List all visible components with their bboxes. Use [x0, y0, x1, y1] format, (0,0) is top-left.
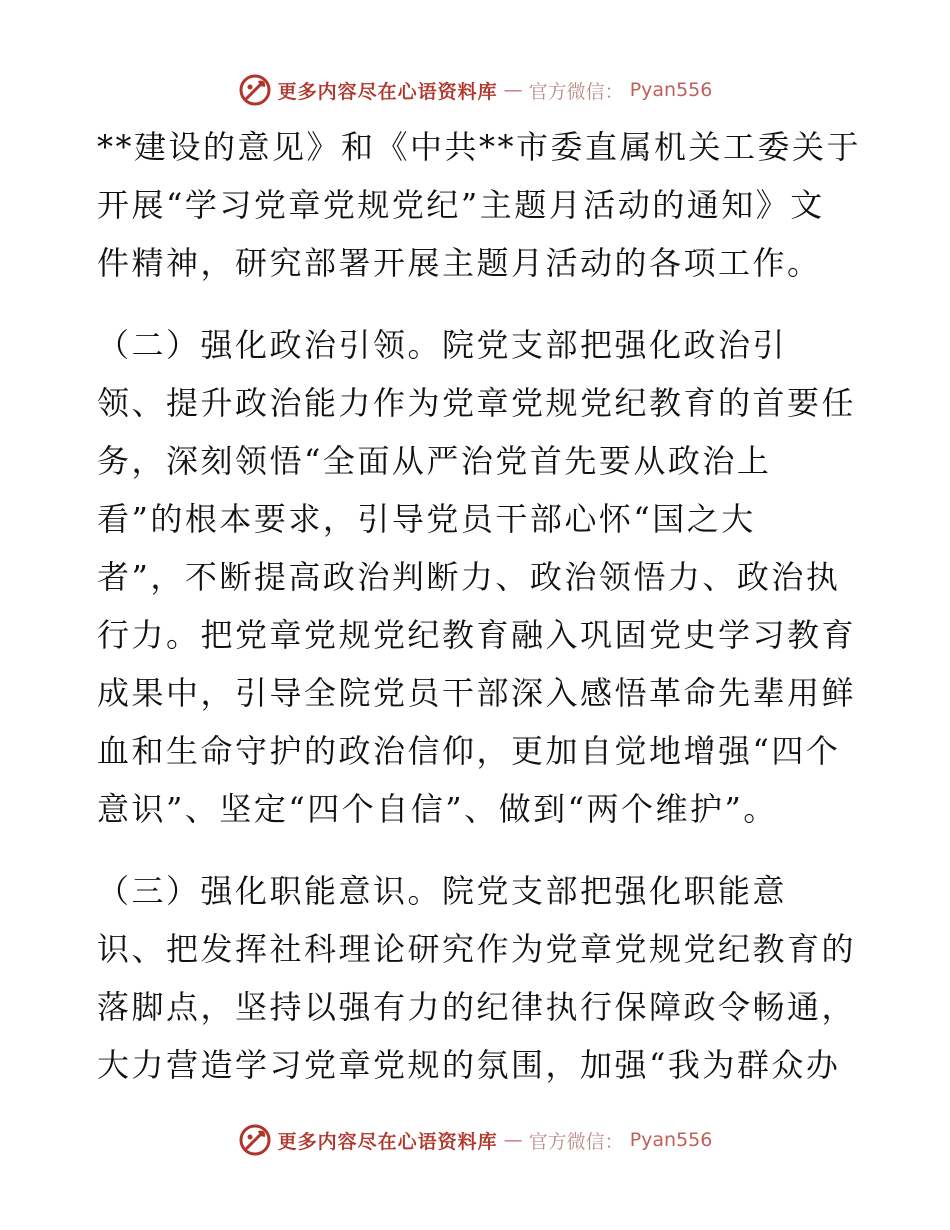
text-line: 落脚点，坚持以强有力的纪律执行保障政令畅通，	[97, 988, 857, 1026]
quill-logo-icon	[238, 1123, 272, 1157]
paragraph-2	[97, 316, 857, 838]
text-line: 意识”、坚定“四个自信”、做到“两个维护”。	[97, 790, 778, 828]
text-line: 务，深刻领悟“全面从严治党首先要从政治上	[97, 442, 772, 480]
watermark-label: 官方微信：	[528, 80, 624, 103]
watermark-brand: 更多内容尽在心语资料库	[277, 1130, 498, 1153]
watermark-separator: —	[503, 1129, 523, 1151]
watermark-brand: 更多内容尽在心语资料库	[277, 80, 498, 103]
watermark-label: 官方微信：	[528, 1130, 624, 1153]
watermark-header	[0, 70, 950, 110]
paragraph-3	[97, 862, 857, 1094]
text-line: 血和生命守护的政治信仰，更加自觉地增强“四个	[97, 732, 841, 770]
text-line: 件精神，研究部署开展主题月活动的各项工作。	[97, 244, 822, 282]
quill-logo-icon	[238, 73, 272, 107]
text-line: **建设的意见》和《中共**市委直属机关工委关于	[97, 128, 862, 166]
watermark-separator: —	[503, 79, 523, 101]
text-line: 者”，不断提高政治判断力、政治领悟力、政治执	[97, 558, 841, 596]
text-line: 开展“学习党章党规党纪”主题月活动的通知》文	[97, 186, 825, 224]
text-line: （三）强化职能意识。院党支部把强化职能意	[97, 872, 788, 910]
text-line: 大力营造学习党章党规的氛围，加强“我为群众办	[97, 1046, 841, 1084]
watermark-footer	[0, 1120, 950, 1160]
watermark-wechat-id: Pyan556	[629, 1129, 713, 1151]
watermark-wechat-id: Pyan556	[629, 79, 713, 101]
text-line: 看”的根本要求，引导党员干部心怀“国之大	[97, 500, 756, 538]
document-body	[97, 118, 862, 1094]
text-line: 成果中，引导全院党员干部深入感悟革命先辈用鲜	[97, 674, 857, 712]
text-line: （二）强化政治引领。院党支部把强化政治引	[97, 326, 788, 364]
paragraph-1	[97, 118, 862, 292]
text-line: 领、提升政治能力作为党章党规党纪教育的首要任	[97, 384, 857, 422]
text-line: 识、把发挥社科理论研究作为党章党规党纪教育的	[97, 930, 857, 968]
text-line: 行力。把党章党规党纪教育融入巩固党史学习教育	[97, 616, 857, 654]
